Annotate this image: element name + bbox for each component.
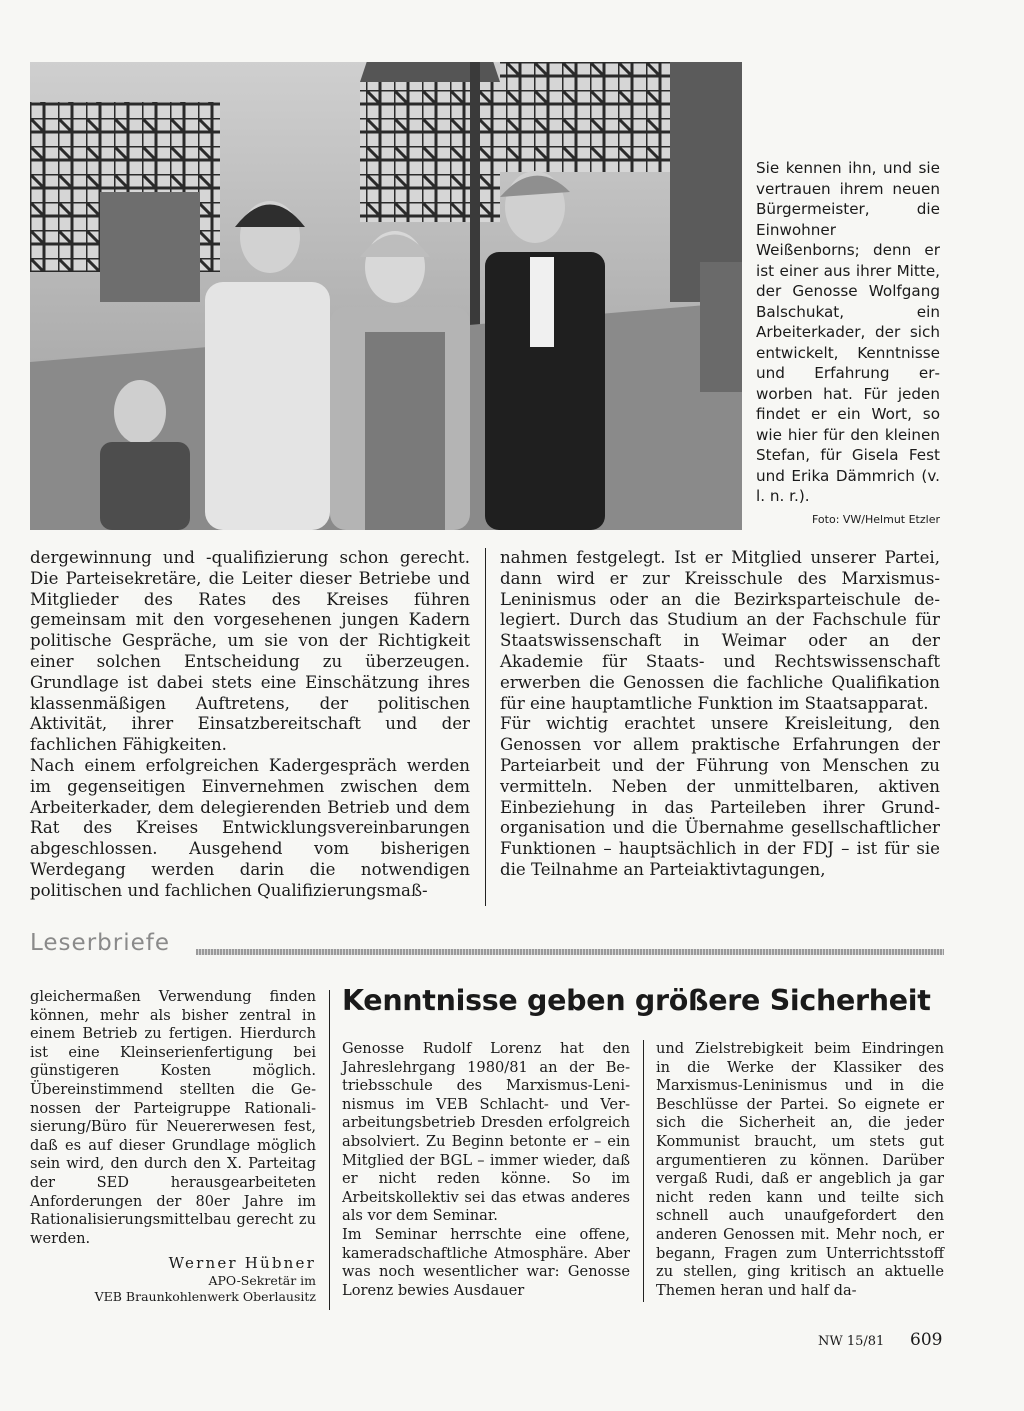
author-role: VEB Braunkohlenwerk Oberlausitz bbox=[94, 1289, 316, 1304]
section-title: Leserbriefe bbox=[30, 930, 170, 956]
photo-caption: Sie kennen ihn, und sie vertrauen ihrem neuen Bürgermeister, die Einwohner Weißenborns; denn er ist einer aus ihrer Mitte, der Genosse Wolfgang Balschukat, ein Arbeiterkader, der sich entwickelt, Kenntnisse und Erfahrung erworben hat. Für jeden findet er ein Wort, so wie hier für den kleinen Stefan, für Gisela Fest und Erika Dämmrich (v. l. n. r.). bbox=[756, 159, 940, 505]
page-number: 609 bbox=[910, 1330, 943, 1350]
letter-headline: Kenntnisse geben größere Sicherheit bbox=[342, 984, 931, 1017]
article-paragraph: Für wichtig erachtet unsere Kreisleitung, den Genossen vor allem praktische Erfahrungen der Parteiarbeit und der Führung von Menschen zu vermitteln. Neben der unmittelbaren, aktiven Einbeziehung in das Parteileben ihrer Grundorganisation und die Übernahme gesellschaftlicher Funktionen – hauptsächlich in der FDJ – ist für sie die Teilnahme an Parteiaktivtagungen, bbox=[500, 714, 940, 879]
column-divider bbox=[485, 548, 486, 906]
house-right bbox=[500, 62, 680, 172]
article-paragraph: dergewinnung und -qualifizierung schon gerecht. Die Parteisekretäre, die Leiter dieser Betriebe und Mitglieder des Rates des Kreises führen gemeinsam mit den vorgesehenen jungen Kadern politische Gespräche, um sie von der Richtigkeit einer solchen Entscheidung zu überzeugen. Grundlage ist dabei stets eine Einschätzung ihres klassenmäßigen Auftretens, der politischen Aktivität, ihrer Einsatzbereitschaft und der fachlichen Fähigkeiten. bbox=[30, 548, 470, 755]
letter-signature bbox=[30, 1254, 316, 1305]
letter-text: gleichermaßen Verwendung finden können, mehr als bisher zentral in einem Betrieb zu fertigen. Hierdurch ist eine Kleinserienfertigung bei günstigeren Kosten möglich. Übereinstimmend stellten die Genossen der Parteigruppe Rationalisierung/Büro für Neuererwesen fest, daß es auf dieser Grundlage möglich sein wird, den durch den X. Parteitag der SED herausgearbeiteten Anforderungen der 80er Jahre im Rationalisierungsmittelbau gerecht zu werden. bbox=[30, 988, 316, 1247]
photo-scene bbox=[30, 62, 742, 530]
letter-column-right: und Zielstrebigkeit beim Eindringen in die Werke der Klassiker des Marxismus-Leninismus und in die Beschlüsse der Partei. So eignete er sich die Sicherheit an, die jeder Kommunist braucht, um stets gut argumentieren zu können. Darüber vergaß Rudi, daß er angeblich ja gar nicht reden kann und teilte sich schnell auch unaufgefordert den anderen Genossen mit. Mehr noch, er begann, Fragen zum Unterrichtsstoff zu stellen, ging kritisch an aktuelle Themen heran und half da- bbox=[656, 1040, 944, 1299]
article-column-right bbox=[500, 548, 940, 881]
article-paragraph: Nach einem erfolgreichen Kadergespräch werden im gegenseitigen Einvernehmen zwischen dem Arbeiterkader, dem delegierenden Betrieb und dem Rat des Kreises Entwicklungsvereinbarungen abgeschlossen. Ausgehend vom bisherigen Werdegang werden darin die notwendigen politischen und fachlichen Qualifizierungsmaß- bbox=[30, 755, 470, 900]
letter-paragraph: Genosse Rudolf Lorenz hat den Jahreslehrgang 1980/81 an der Betriebsschule des Marxismus-Leninismus im VEB Schlacht- und Verarbeitungsbetrieb Dresden erfolgreich absolviert. Zu Beginn betonte er – ein Mitglied der BGL – immer wieder, daß er nicht reden könne. So im Arbeitskollektiv sei das etwas anderes als vor dem Seminar. bbox=[342, 1040, 630, 1225]
author-name: Werner Hübner bbox=[168, 1254, 316, 1272]
article-paragraph: nahmen festgelegt. Ist er Mitglied unserer Partei, dann wird er zur Kreisschule des Marxismus-Leninismus oder an die Bezirksparteischule delegiert. Durch das Studium an der Fachschule für Staatswissenschaft in Weimar oder an der Akademie für Staats- und Rechtswissenschaft erwerben die Genossen die fachliche Qualifikation für eine hauptamtliche Funktion im Staatsapparat. bbox=[500, 548, 940, 713]
magazine-issue: NW 15/81 bbox=[818, 1334, 885, 1349]
letter-column-middle bbox=[342, 1040, 630, 1300]
news-photo bbox=[30, 62, 742, 530]
letter-paragraph: Im Seminar herrschte eine offene, kameradschaftliche Atmosphäre. Aber was noch wesentlicher war: Genosse Lorenz bewies Ausdauer bbox=[342, 1225, 630, 1299]
photo-credit: Foto: VW/Helmut Etzler bbox=[812, 513, 940, 526]
column-divider bbox=[329, 990, 330, 1310]
section-rule bbox=[196, 949, 944, 955]
article-column-left bbox=[30, 548, 470, 902]
column-divider bbox=[643, 1040, 644, 1302]
author-role: APO-Sekretär im bbox=[208, 1273, 316, 1288]
